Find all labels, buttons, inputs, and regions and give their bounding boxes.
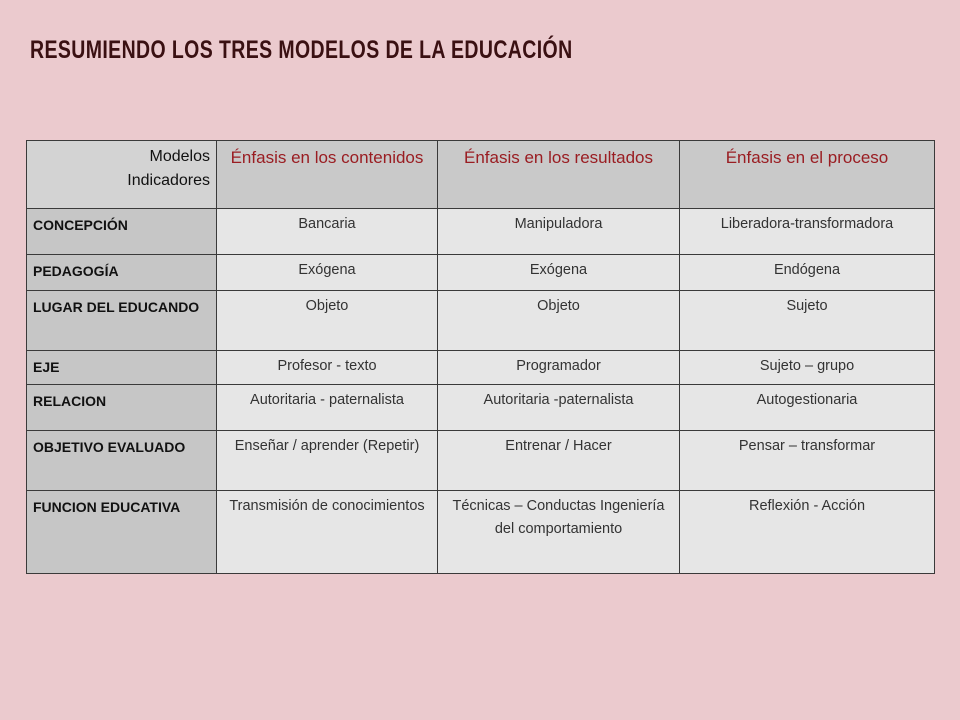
table-cell: Autogestionaria xyxy=(680,385,935,431)
table-row xyxy=(27,351,935,385)
table-row xyxy=(27,491,935,574)
table-cell: Entrenar / Hacer xyxy=(438,431,680,491)
indicator-cell: OBJETIVO EVALUADO xyxy=(27,431,217,491)
table-cell: Manipuladora xyxy=(438,209,680,255)
table-row xyxy=(27,255,935,291)
table-cell: Programador xyxy=(438,351,680,385)
table-cell: Transmisión de conocimientos xyxy=(217,491,438,574)
table-cell: Sujeto – grupo xyxy=(680,351,935,385)
indicator-cell: RELACION xyxy=(27,385,217,431)
table-cell: Objeto xyxy=(217,291,438,351)
table-cell: Exógena xyxy=(438,255,680,291)
table-cell: Profesor - texto xyxy=(217,351,438,385)
indicator-cell: CONCEPCIÓN xyxy=(27,209,217,255)
table-cell: Autoritaria - paternalista xyxy=(217,385,438,431)
corner-models-label: Modelos xyxy=(149,148,210,165)
table-cell: Objeto xyxy=(438,291,680,351)
table-row xyxy=(27,431,935,491)
indicator-cell: FUNCION EDUCATIVA xyxy=(27,491,217,574)
table-row xyxy=(27,291,935,351)
table-cell: Bancaria xyxy=(217,209,438,255)
table-cell: Técnicas – Conductas Ingeniería del comportamiento xyxy=(438,491,680,574)
corner-indicators-label: Indicadores xyxy=(127,172,210,189)
indicator-cell: LUGAR DEL EDUCANDO xyxy=(27,291,217,351)
table-cell: Pensar – transformar xyxy=(680,431,935,491)
models-comparison-table xyxy=(26,140,935,574)
corner-header-cell xyxy=(27,141,217,209)
column-header-contenidos: Énfasis en los contenidos xyxy=(217,141,438,209)
indicator-cell: PEDAGOGÍA xyxy=(27,255,217,291)
table-cell: Liberadora-transformadora xyxy=(680,209,935,255)
indicator-cell: EJE xyxy=(27,351,217,385)
table-row xyxy=(27,209,935,255)
table-row xyxy=(27,385,935,431)
table-cell: Autoritaria -paternalista xyxy=(438,385,680,431)
table-cell: Exógena xyxy=(217,255,438,291)
table-header-row xyxy=(27,141,935,209)
column-header-proceso: Énfasis en el proceso xyxy=(680,141,935,209)
table-cell: Enseñar / aprender (Repetir) xyxy=(217,431,438,491)
table-cell: Endógena xyxy=(680,255,935,291)
table-cell: Sujeto xyxy=(680,291,935,351)
slide-title: RESUMIENDO LOS TRES MODELOS DE LA EDUCACIÓN xyxy=(30,36,573,64)
column-header-resultados: Énfasis en los resultados xyxy=(438,141,680,209)
table-cell: Reflexión - Acción xyxy=(680,491,935,574)
